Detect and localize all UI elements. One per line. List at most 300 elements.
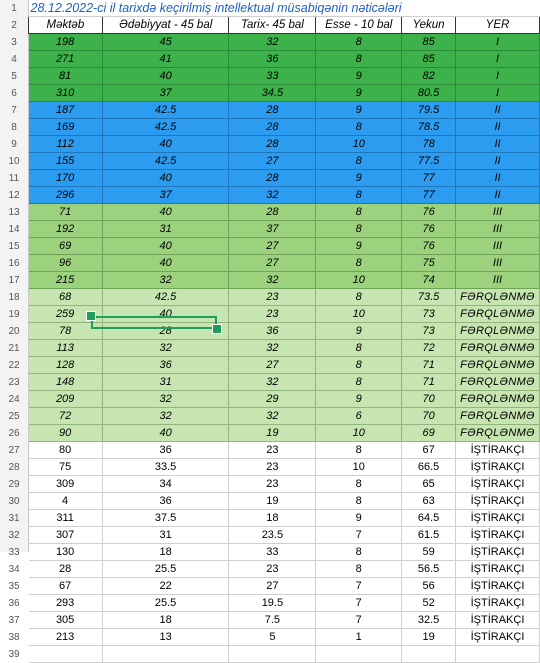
cell-essay[interactable]: 7: [316, 595, 402, 612]
column-header-literature[interactable]: Ədəbiyyat - 45 bal: [102, 17, 229, 34]
cell-place[interactable]: II: [456, 102, 540, 119]
cell-place[interactable]: FƏRQLƏNMƏ: [456, 425, 540, 442]
cell-literature[interactable]: 40: [102, 204, 229, 221]
cell-place[interactable]: İŞTİRAKÇI: [456, 629, 540, 646]
cell-essay[interactable]: 9: [316, 102, 402, 119]
cell-school[interactable]: 259: [29, 306, 103, 323]
cell-history[interactable]: 29: [229, 391, 316, 408]
cell-total[interactable]: 52: [402, 595, 456, 612]
cell-essay[interactable]: 8: [316, 255, 402, 272]
cell-essay[interactable]: 9: [316, 510, 402, 527]
cell-literature[interactable]: 36: [102, 493, 229, 510]
row-number[interactable]: 38: [8, 632, 20, 643]
column-header-school[interactable]: Məktəb: [29, 17, 103, 34]
cell-history[interactable]: 28: [229, 102, 316, 119]
cell-place[interactable]: İŞTİRAKÇI: [456, 595, 540, 612]
cell-history[interactable]: 32: [229, 272, 316, 289]
cell-history[interactable]: 23: [229, 289, 316, 306]
cell-school[interactable]: 296: [29, 187, 103, 204]
cell-place[interactable]: II: [456, 153, 540, 170]
cell-place[interactable]: II: [456, 136, 540, 153]
selection-handle-end[interactable]: [212, 324, 222, 334]
cell-total[interactable]: 77: [402, 187, 456, 204]
cell-place[interactable]: İŞTİRAKÇI: [456, 442, 540, 459]
cell-essay[interactable]: 7: [316, 578, 402, 595]
title-row: [29, 0, 540, 17]
cell-total[interactable]: 82: [402, 68, 456, 85]
table-row: [29, 374, 540, 391]
row-number[interactable]: 10: [8, 156, 20, 167]
cell-school[interactable]: 75: [29, 459, 103, 476]
row-number[interactable]: 5: [11, 71, 17, 82]
cell-school[interactable]: 307: [29, 527, 103, 544]
cell-essay[interactable]: 8: [316, 51, 402, 68]
row-number[interactable]: 16: [8, 258, 20, 269]
cell-literature[interactable]: 36: [102, 357, 229, 374]
cell-school[interactable]: 67: [29, 578, 103, 595]
cell-history[interactable]: 19.5: [229, 595, 316, 612]
cell-essay[interactable]: 8: [316, 340, 402, 357]
cell-literature[interactable]: 40: [102, 306, 229, 323]
cell-essay[interactable]: 8: [316, 34, 402, 51]
cell-literature[interactable]: 31: [102, 221, 229, 238]
cell-total[interactable]: 67: [402, 442, 456, 459]
cell-school[interactable]: 90: [29, 425, 103, 442]
cell-history[interactable]: 32: [229, 374, 316, 391]
cell-school[interactable]: 113: [29, 340, 103, 357]
cell-school[interactable]: 4: [29, 493, 103, 510]
cell-history[interactable]: 18: [229, 510, 316, 527]
table-row: [29, 255, 540, 272]
row-number[interactable]: 33: [8, 547, 20, 558]
header-row: [29, 17, 540, 34]
cell-empty[interactable]: [456, 646, 540, 663]
table-row: [29, 238, 540, 255]
cell-essay[interactable]: 8: [316, 357, 402, 374]
cell-total[interactable]: 78.5: [402, 119, 456, 136]
cell-place[interactable]: I: [456, 34, 540, 51]
row-number[interactable]: 2: [11, 20, 17, 31]
cell-place[interactable]: İŞTİRAKÇI: [456, 527, 540, 544]
cell-place[interactable]: FƏRQLƏNMƏ: [456, 374, 540, 391]
cell-literature[interactable]: 40: [102, 255, 229, 272]
table-row: [29, 204, 540, 221]
cell-literature[interactable]: 37: [102, 187, 229, 204]
cell-total[interactable]: 85: [402, 51, 456, 68]
cell-literature[interactable]: 32: [102, 391, 229, 408]
cell-place[interactable]: III: [456, 221, 540, 238]
cell-essay[interactable]: 8: [316, 374, 402, 391]
row-number[interactable]: 21: [8, 343, 20, 354]
cell-total[interactable]: 79.5: [402, 102, 456, 119]
cell-literature[interactable]: 32: [102, 340, 229, 357]
cell-essay[interactable]: 8: [316, 544, 402, 561]
cell-place[interactable]: İŞTİRAKÇI: [456, 544, 540, 561]
cell-history[interactable]: 23: [229, 476, 316, 493]
row-number[interactable]: 18: [8, 292, 20, 303]
cell-literature[interactable]: 33.5: [102, 459, 229, 476]
cell-total[interactable]: 85: [402, 34, 456, 51]
cell-history[interactable]: 7.5: [229, 612, 316, 629]
cell-essay[interactable]: 8: [316, 561, 402, 578]
cell-history[interactable]: 19: [229, 425, 316, 442]
cell-total[interactable]: 70: [402, 391, 456, 408]
cell-literature[interactable]: 13: [102, 629, 229, 646]
row-number[interactable]: 27: [8, 445, 20, 456]
cell-school[interactable]: 305: [29, 612, 103, 629]
cell-history[interactable]: 36: [229, 51, 316, 68]
cell-literature[interactable]: 45: [102, 34, 229, 51]
cell-essay[interactable]: 8: [316, 119, 402, 136]
cell-essay[interactable]: 1: [316, 629, 402, 646]
cell-literature[interactable]: 32: [102, 272, 229, 289]
table-row: [29, 493, 540, 510]
row-number[interactable]: 26: [8, 428, 20, 439]
table-row: [29, 459, 540, 476]
cell-total[interactable]: 69: [402, 425, 456, 442]
cell-school[interactable]: 128: [29, 357, 103, 374]
table-row: [29, 442, 540, 459]
cell-place[interactable]: II: [456, 170, 540, 187]
cell-literature[interactable]: 18: [102, 544, 229, 561]
cell-history[interactable]: 5: [229, 629, 316, 646]
cell-essay[interactable]: 10: [316, 425, 402, 442]
table-row: [29, 102, 540, 119]
row-number[interactable]: 22: [8, 360, 20, 371]
row-number[interactable]: 25: [8, 411, 20, 422]
cell-essay[interactable]: 10: [316, 459, 402, 476]
cell-school[interactable]: 69: [29, 238, 103, 255]
cell-school[interactable]: 112: [29, 136, 103, 153]
row-number[interactable]: 11: [8, 173, 20, 184]
cell-place[interactable]: III: [456, 238, 540, 255]
row-number[interactable]: 3: [11, 37, 17, 48]
cell-essay[interactable]: 7: [316, 612, 402, 629]
cell-empty[interactable]: [316, 646, 402, 663]
row-number[interactable]: 31: [8, 513, 20, 524]
cell-school[interactable]: 170: [29, 170, 103, 187]
cell-total[interactable]: 65: [402, 476, 456, 493]
cell-school[interactable]: 78: [29, 323, 103, 340]
cell-history[interactable]: 27: [229, 153, 316, 170]
cell-place[interactable]: II: [456, 187, 540, 204]
cell-empty[interactable]: [229, 646, 316, 663]
cell-literature[interactable]: 42.5: [102, 289, 229, 306]
cell-school[interactable]: 215: [29, 272, 103, 289]
cell-total[interactable]: 76: [402, 221, 456, 238]
cell-school[interactable]: 213: [29, 629, 103, 646]
cell-total[interactable]: 66.5: [402, 459, 456, 476]
cell-total[interactable]: 19: [402, 629, 456, 646]
cell-total[interactable]: 75: [402, 255, 456, 272]
cell-total[interactable]: 56: [402, 578, 456, 595]
cell-literature[interactable]: 41: [102, 51, 229, 68]
column-header-place[interactable]: YER: [456, 17, 540, 34]
selection-handle-start[interactable]: [86, 311, 96, 321]
cell-school[interactable]: 271: [29, 51, 103, 68]
cell-place[interactable]: FƏRQLƏNMƏ: [456, 306, 540, 323]
data-grid[interactable]: [28, 0, 540, 663]
cell-literature[interactable]: 31: [102, 374, 229, 391]
cell-history[interactable]: 27: [229, 255, 316, 272]
cell-literature[interactable]: 32: [102, 408, 229, 425]
cell-history[interactable]: 34.5: [229, 85, 316, 102]
column-header-essay[interactable]: Esse - 10 bal: [316, 17, 402, 34]
cell-history[interactable]: 27: [229, 357, 316, 374]
row-number[interactable]: 6: [11, 88, 17, 99]
cell-total[interactable]: 77: [402, 170, 456, 187]
cell-place[interactable]: İŞTİRAKÇI: [456, 476, 540, 493]
cell-total[interactable]: 72: [402, 340, 456, 357]
sheet-title[interactable]: 28.12.2022-ci il tarixdə keçirilmiş intellektual müsabiqənin nəticələri: [29, 0, 540, 17]
cell-place[interactable]: FƏRQLƏNMƏ: [456, 408, 540, 425]
cell-essay[interactable]: 8: [316, 187, 402, 204]
cell-total[interactable]: 70: [402, 408, 456, 425]
cell-literature[interactable]: 40: [102, 68, 229, 85]
cell-place[interactable]: İŞTİRAKÇI: [456, 493, 540, 510]
cell-total[interactable]: 61.5: [402, 527, 456, 544]
cell-total[interactable]: 74: [402, 272, 456, 289]
cell-essay[interactable]: 8: [316, 153, 402, 170]
table-row: [29, 170, 540, 187]
cell-literature[interactable]: 18: [102, 612, 229, 629]
cell-history[interactable]: 33: [229, 544, 316, 561]
cell-empty[interactable]: [402, 646, 456, 663]
cell-place[interactable]: FƏRQLƏNMƏ: [456, 391, 540, 408]
cell-total[interactable]: 76: [402, 204, 456, 221]
table-row: [29, 357, 540, 374]
cell-total[interactable]: 64.5: [402, 510, 456, 527]
cell-history[interactable]: 36: [229, 323, 316, 340]
cell-total[interactable]: 63: [402, 493, 456, 510]
cell-history[interactable]: 28: [229, 170, 316, 187]
cell-history[interactable]: 23: [229, 306, 316, 323]
cell-essay[interactable]: 9: [316, 68, 402, 85]
cell-place[interactable]: İŞTİRAKÇI: [456, 510, 540, 527]
cell-literature[interactable]: 42.5: [102, 119, 229, 136]
table-row: [29, 85, 540, 102]
cell-school[interactable]: 293: [29, 595, 103, 612]
cell-total[interactable]: 78: [402, 136, 456, 153]
cell-history[interactable]: 27: [229, 238, 316, 255]
cell-total[interactable]: 56.5: [402, 561, 456, 578]
cell-literature[interactable]: 31: [102, 527, 229, 544]
cell-school[interactable]: 155: [29, 153, 103, 170]
cell-place[interactable]: İŞTİRAKÇI: [456, 612, 540, 629]
cell-school[interactable]: 130: [29, 544, 103, 561]
cell-history[interactable]: 28: [229, 204, 316, 221]
cell-history[interactable]: 19: [229, 493, 316, 510]
cell-essay[interactable]: 8: [316, 289, 402, 306]
cell-history[interactable]: 28: [229, 119, 316, 136]
cell-total[interactable]: 77.5: [402, 153, 456, 170]
cell-place[interactable]: III: [456, 272, 540, 289]
row-number[interactable]: 20: [8, 326, 20, 337]
cell-literature[interactable]: 25.5: [102, 595, 229, 612]
cell-literature[interactable]: 42.5: [102, 102, 229, 119]
cell-literature[interactable]: 28: [102, 323, 229, 340]
cell-literature[interactable]: 22: [102, 578, 229, 595]
cell-essay[interactable]: 10: [316, 306, 402, 323]
row-number[interactable]: 17: [8, 275, 20, 286]
cell-school[interactable]: 71: [29, 204, 103, 221]
cell-literature[interactable]: 40: [102, 136, 229, 153]
cell-school[interactable]: 72: [29, 408, 103, 425]
row-number[interactable]: 30: [8, 496, 20, 507]
row-number[interactable]: 35: [8, 581, 20, 592]
table-row: [29, 510, 540, 527]
cell-history[interactable]: 33: [229, 68, 316, 85]
cell-history[interactable]: 32: [229, 340, 316, 357]
row-number[interactable]: 34: [8, 564, 20, 575]
cell-literature[interactable]: 37: [102, 85, 229, 102]
cell-literature[interactable]: 25.5: [102, 561, 229, 578]
cell-literature[interactable]: 34: [102, 476, 229, 493]
table-row: [29, 629, 540, 646]
cell-literature[interactable]: 36: [102, 442, 229, 459]
row-number[interactable]: 23: [8, 377, 20, 388]
table-row: [29, 476, 540, 493]
table-row: [29, 187, 540, 204]
cell-school[interactable]: 68: [29, 289, 103, 306]
table-row: [29, 34, 540, 51]
cell-history[interactable]: 28: [229, 136, 316, 153]
cell-history[interactable]: 37: [229, 221, 316, 238]
cell-history[interactable]: 23: [229, 442, 316, 459]
row-number[interactable]: 19: [8, 309, 20, 320]
cell-literature[interactable]: 42.5: [102, 153, 229, 170]
cell-place[interactable]: İŞTİRAKÇI: [456, 578, 540, 595]
cell-school[interactable]: 148: [29, 374, 103, 391]
cell-essay[interactable]: 8: [316, 442, 402, 459]
table-row: [29, 544, 540, 561]
table-row: [29, 221, 540, 238]
row-number[interactable]: 12: [8, 190, 20, 201]
row-number[interactable]: 1: [11, 3, 17, 14]
cell-place[interactable]: III: [456, 255, 540, 272]
cell-literature[interactable]: 40: [102, 425, 229, 442]
cell-essay[interactable]: 9: [316, 323, 402, 340]
table-row: [29, 408, 540, 425]
table-row: [29, 527, 540, 544]
cell-history[interactable]: 32: [229, 408, 316, 425]
cell-school[interactable]: 81: [29, 68, 103, 85]
column-header-history[interactable]: Tarix- 45 bal: [229, 17, 316, 34]
cell-total[interactable]: 80.5: [402, 85, 456, 102]
cell-place[interactable]: II: [456, 119, 540, 136]
table-row: [29, 391, 540, 408]
cell-history[interactable]: 32: [229, 187, 316, 204]
cell-history[interactable]: 32: [229, 34, 316, 51]
row-number[interactable]: 36: [8, 598, 20, 609]
cell-total[interactable]: 73: [402, 306, 456, 323]
cell-school[interactable]: 169: [29, 119, 103, 136]
cell-place[interactable]: I: [456, 51, 540, 68]
row-number[interactable]: 37: [8, 615, 20, 626]
row-number[interactable]: 8: [11, 122, 17, 133]
cell-school[interactable]: 198: [29, 34, 103, 51]
table-row: [29, 612, 540, 629]
cell-essay[interactable]: 10: [316, 272, 402, 289]
cell-place[interactable]: FƏRQLƏNMƏ: [456, 323, 540, 340]
cell-history[interactable]: 23: [229, 561, 316, 578]
table-row: [29, 119, 540, 136]
cell-school[interactable]: 80: [29, 442, 103, 459]
cell-essay[interactable]: 9: [316, 391, 402, 408]
cell-place[interactable]: I: [456, 68, 540, 85]
cell-school[interactable]: 209: [29, 391, 103, 408]
row-number[interactable]: 13: [8, 207, 20, 218]
cell-place[interactable]: I: [456, 85, 540, 102]
cell-school[interactable]: 28: [29, 561, 103, 578]
cell-empty[interactable]: [29, 646, 103, 663]
cell-essay[interactable]: 8: [316, 476, 402, 493]
table-row: [29, 425, 540, 442]
cell-total[interactable]: 73: [402, 323, 456, 340]
table-row: [29, 289, 540, 306]
cell-place[interactable]: İŞTİRAKÇI: [456, 459, 540, 476]
cell-place[interactable]: FƏRQLƏNMƏ: [456, 357, 540, 374]
row-number[interactable]: 32: [8, 530, 20, 541]
cell-essay[interactable]: 8: [316, 493, 402, 510]
row-number[interactable]: 7: [11, 105, 17, 116]
row-number[interactable]: 24: [8, 394, 20, 405]
table-row: [29, 340, 540, 357]
row-number[interactable]: 39: [8, 649, 20, 660]
cell-essay[interactable]: 8: [316, 204, 402, 221]
cell-literature[interactable]: 40: [102, 238, 229, 255]
row-number[interactable]: 28: [8, 462, 20, 473]
row-number[interactable]: 4: [11, 54, 17, 65]
cell-history[interactable]: 27: [229, 578, 316, 595]
column-header-total[interactable]: Yekun: [402, 17, 456, 34]
cell-essay[interactable]: 9: [316, 170, 402, 187]
row-number[interactable]: 9: [11, 139, 17, 150]
cell-essay[interactable]: 6: [316, 408, 402, 425]
empty-row: [29, 646, 540, 663]
cell-total[interactable]: 71: [402, 374, 456, 391]
cell-place[interactable]: III: [456, 204, 540, 221]
row-number[interactable]: 14: [8, 224, 20, 235]
cell-literature[interactable]: 37.5: [102, 510, 229, 527]
cell-school[interactable]: 187: [29, 102, 103, 119]
cell-essay[interactable]: 7: [316, 527, 402, 544]
cell-place[interactable]: FƏRQLƏNMƏ: [456, 289, 540, 306]
cell-history[interactable]: 23.5: [229, 527, 316, 544]
cell-school[interactable]: 311: [29, 510, 103, 527]
cell-school[interactable]: 309: [29, 476, 103, 493]
cell-essay[interactable]: 9: [316, 238, 402, 255]
cell-total[interactable]: 76: [402, 238, 456, 255]
cell-school[interactable]: 96: [29, 255, 103, 272]
row-number[interactable]: 15: [8, 241, 20, 252]
cell-total[interactable]: 73.5: [402, 289, 456, 306]
cell-essay[interactable]: 9: [316, 85, 402, 102]
cell-school[interactable]: 310: [29, 85, 103, 102]
cell-literature[interactable]: 40: [102, 170, 229, 187]
cell-total[interactable]: 59: [402, 544, 456, 561]
cell-place[interactable]: İŞTİRAKÇI: [456, 561, 540, 578]
cell-place[interactable]: FƏRQLƏNMƏ: [456, 340, 540, 357]
cell-history[interactable]: 23: [229, 459, 316, 476]
cell-empty[interactable]: [102, 646, 229, 663]
row-number[interactable]: 29: [8, 479, 20, 490]
cell-essay[interactable]: 8: [316, 221, 402, 238]
cell-total[interactable]: 71: [402, 357, 456, 374]
cell-total[interactable]: 32.5: [402, 612, 456, 629]
cell-essay[interactable]: 10: [316, 136, 402, 153]
cell-school[interactable]: 192: [29, 221, 103, 238]
